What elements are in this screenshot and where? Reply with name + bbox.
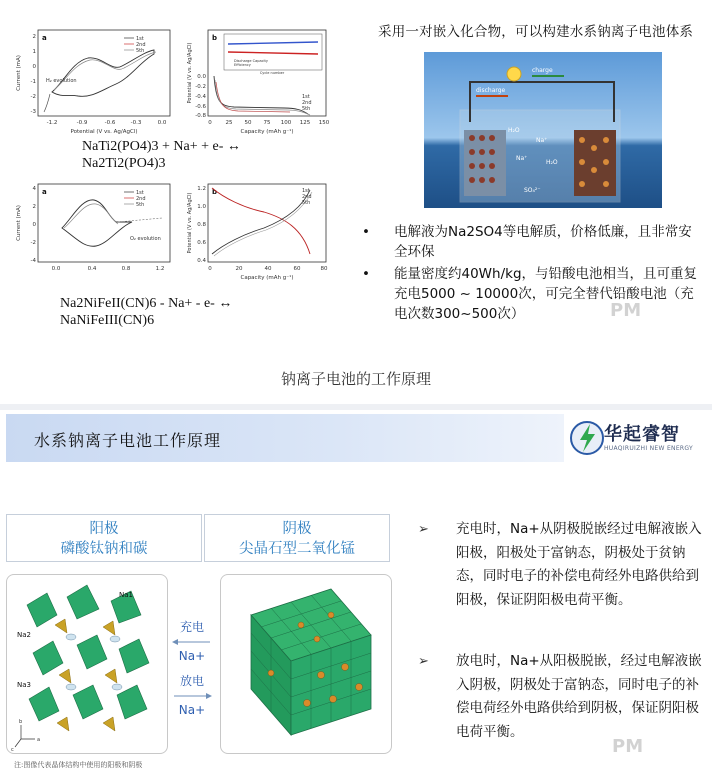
- x-tick: 50: [244, 120, 252, 126]
- bullet-icon: •: [362, 266, 370, 282]
- charge-arrow: [172, 618, 212, 663]
- discharge-arrow: [172, 672, 212, 717]
- x-tick: 80: [320, 266, 328, 272]
- ion-label: SO₄²⁻: [524, 187, 541, 194]
- annotation: H₂ evolution: [46, 78, 77, 84]
- annotation: O₂ evolution: [130, 236, 161, 242]
- legend-item: 5th: [136, 48, 145, 54]
- x-axis-label: Capacity (mAh g⁻¹): [240, 275, 294, 281]
- x-tick: -0.6: [104, 120, 116, 126]
- ion-label: Na⁺: [536, 137, 548, 144]
- y-tick: 1.2: [197, 186, 206, 192]
- y-tick: 0.4: [197, 258, 206, 264]
- formula-line: Na2NiFeII(CN)6 - Na+ - e- ↔: [60, 296, 233, 311]
- battery-illustration: [424, 52, 662, 208]
- slide-banner: [6, 414, 564, 462]
- ion-label: H₂O: [546, 159, 558, 166]
- charge-text: 充电: [179, 620, 204, 634]
- cv-chart-anode: [12, 22, 180, 140]
- y-axis-label: Current (mA): [16, 55, 22, 91]
- panel-label: b: [212, 34, 218, 42]
- y-tick: 1.0: [197, 204, 206, 210]
- x-tick: 0: [208, 120, 212, 126]
- y-tick: -1: [30, 79, 36, 85]
- right-arrow-icon: [172, 692, 212, 700]
- x-tick: 100: [280, 120, 292, 126]
- axis-label: a: [37, 737, 41, 743]
- x-tick: -0.3: [130, 120, 142, 126]
- x-tick: 150: [318, 120, 330, 126]
- y-tick: 0.8: [197, 222, 206, 228]
- y-tick: -2: [30, 94, 36, 100]
- x-tick: 1.2: [155, 266, 165, 272]
- bullet-text: 电解液为Na2SO4等电解质，价格低廉，且非常安全环保: [394, 224, 692, 260]
- crystal-label: Na1: [119, 591, 133, 599]
- anode-title: 阳极: [89, 521, 119, 537]
- list-item: [362, 264, 702, 324]
- x-tick: 0: [208, 266, 212, 272]
- legend-item: 5th: [136, 202, 145, 208]
- x-tick: -1.2: [46, 120, 58, 126]
- y-tick: 1: [32, 49, 36, 55]
- x-tick: 0.0: [157, 120, 167, 126]
- logo-subtext: HUAQIRUIZHI NEW ENERGY: [604, 445, 693, 452]
- logo-text: 华起睿智: [604, 424, 680, 445]
- x-tick: 40: [264, 266, 272, 272]
- inset-x-label: Cycle number: [259, 71, 285, 75]
- cathode-title: 阴极: [282, 521, 312, 537]
- cathode-label: [204, 514, 390, 562]
- formula-line: NaNiFeIII(CN)6: [60, 313, 155, 328]
- legend-item: 5th: [302, 200, 311, 206]
- anode-material: 磷酸钛钠和碳: [60, 541, 148, 557]
- legend-item: 1st: [136, 36, 144, 42]
- crystal-label: Na2: [17, 631, 31, 639]
- y-tick: -2: [30, 240, 36, 246]
- charge-label: charge: [532, 67, 553, 74]
- legend-item: 2nd: [302, 194, 312, 200]
- company-logo: [568, 414, 708, 462]
- y-tick: 4: [32, 186, 36, 192]
- x-tick: 125: [299, 120, 311, 126]
- anode-crystal-panel: [6, 574, 168, 754]
- formula-line: NaTi2(PO4)3 + Na+ + e- ↔: [82, 139, 241, 154]
- figure-caption: 钠离子电池的工作原理: [280, 370, 431, 388]
- charge-chart-cathode: [184, 178, 334, 282]
- y-tick: -0.8: [195, 113, 206, 119]
- arrow-bullet-icon: ➢: [418, 522, 429, 537]
- legend-item: 2nd: [136, 42, 146, 48]
- legend-item: 1st: [302, 188, 310, 194]
- x-axis-label: Capacity (mAh g⁻¹): [240, 129, 294, 135]
- ion-text: Na+: [178, 649, 206, 663]
- list-item: [362, 222, 702, 262]
- cathode-material: 尖晶石型二氧化锰: [239, 541, 355, 557]
- panel-label: a: [42, 34, 47, 42]
- y-tick: 0.0: [197, 74, 206, 80]
- panel-label: b: [212, 188, 218, 196]
- discharge-label: discharge: [476, 87, 506, 94]
- discharge-text: 放电: [179, 674, 204, 688]
- ion-label: Na⁺: [516, 155, 528, 162]
- x-tick: 25: [225, 120, 233, 126]
- y-tick: -0.2: [195, 84, 206, 90]
- x-tick: 20: [235, 266, 243, 272]
- x-tick: 60: [293, 266, 301, 272]
- legend-item: 5th: [302, 106, 311, 112]
- axis-label: c: [11, 747, 14, 753]
- x-tick: 0.0: [51, 266, 61, 272]
- inset-legend: Discharge Capacity: [234, 59, 268, 63]
- banner-title: 水系钠离子电池工作原理: [34, 431, 222, 450]
- y-axis-label: Current (mA): [16, 205, 22, 241]
- legend-item: 1st: [302, 94, 310, 100]
- cv-chart-cathode: [12, 178, 180, 282]
- legend-item: 2nd: [136, 196, 146, 202]
- section-divider: [0, 404, 712, 410]
- cathode-crystal-panel: [220, 574, 392, 754]
- y-tick: 2: [32, 34, 36, 40]
- paragraph: 放电时，Na+从阳极脱嵌，经过电解液嵌入阴极，阴极处于富钠态，同时电子的补偿电荷经外电路供给到阴极，保证阴阳极电荷平衡。: [456, 653, 702, 740]
- y-tick: 2: [32, 204, 36, 210]
- legend-item: 1st: [136, 190, 144, 196]
- logo-icon: [570, 418, 604, 458]
- anode-label: [6, 514, 202, 562]
- charge-explanation: [418, 518, 708, 612]
- bullet-icon: •: [362, 224, 370, 240]
- paragraph: 充电时，Na+从阴极脱嵌经过电解液嵌入阳极，阳极处于富钠态，阴极处于贫钠态，同时电子的补偿电荷经外电路供给到阳极，保证阴阳极电荷平衡。: [456, 521, 702, 608]
- section-title: 采用一对嵌入化合物，可以构建水系钠离子电池体系: [378, 24, 694, 40]
- discharge-chart-anode: [184, 22, 334, 140]
- y-tick: -0.4: [195, 94, 206, 100]
- x-tick: -0.9: [76, 120, 88, 126]
- y-tick: 0: [32, 222, 36, 228]
- panel-label: a: [42, 188, 47, 196]
- formula-anode: [82, 138, 241, 172]
- discharge-explanation: [418, 650, 708, 744]
- x-tick: 75: [263, 120, 271, 126]
- watermark: PM: [612, 736, 644, 757]
- figure-note: 注:图像代表晶体结构中使用的阳极和阴极: [14, 761, 143, 769]
- y-tick: -4: [30, 258, 36, 264]
- formula-cathode: [60, 295, 232, 329]
- axis-label: b: [19, 719, 23, 725]
- x-tick: 0.8: [121, 266, 131, 272]
- feature-list: [362, 222, 702, 326]
- y-axis-label: Potential (V vs. Ag/AgCl): [187, 192, 193, 254]
- watermark: PM: [610, 300, 642, 321]
- ion-text: Na+: [178, 703, 206, 717]
- arrow-bullet-icon: ➢: [418, 654, 429, 669]
- bullet-text: 能量密度约40Wh/kg，与铅酸电池相当，且可重复充电5000 ~ 10000次，可完全替代铅酸电池（充电次数300~500次）: [394, 266, 698, 322]
- formula-line: Na2Ti2(PO4)3: [82, 156, 166, 171]
- y-axis-label: Potential (V vs. Ag/AgCl): [187, 42, 193, 104]
- x-tick: 0.4: [87, 266, 97, 272]
- legend-item: 2nd: [302, 100, 312, 106]
- crystal-label: Na3: [17, 681, 31, 689]
- left-arrow-icon: [172, 638, 212, 646]
- y-tick: -0.6: [195, 104, 206, 110]
- x-axis-label: Potential (V vs. Ag/AgCl): [70, 129, 138, 135]
- y-tick: 0: [32, 64, 36, 70]
- inset-legend: Efficiency: [234, 63, 251, 67]
- ion-label: H₂O: [508, 127, 520, 134]
- y-tick: -3: [30, 109, 36, 115]
- y-tick: 0.6: [197, 240, 206, 246]
